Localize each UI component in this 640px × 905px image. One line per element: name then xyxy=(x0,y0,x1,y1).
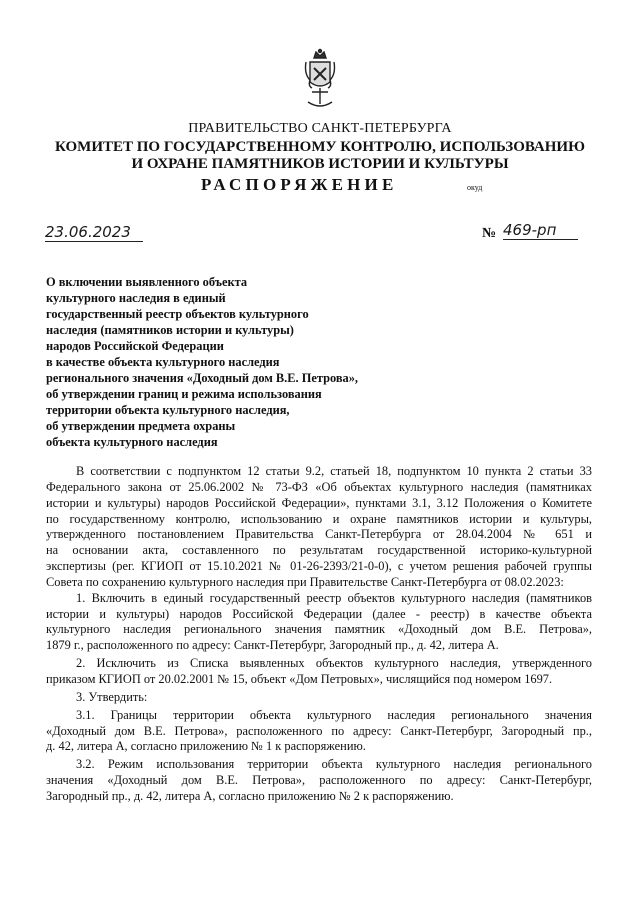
text-line: по государственному контролю, использованию и охране памятников истории и культуры, xyxy=(46,511,592,526)
title-line: об утверждении границ и режима использования xyxy=(46,386,322,401)
item-2-paragraph xyxy=(46,656,592,688)
committee-name-line-2: И ОХРАНЕ ПАМЯТНИКОВ ИСТОРИИ И КУЛЬТУРЫ xyxy=(131,156,509,172)
text-line: утвержденного постановлением Правительства Санкт-Петербурга от 28.04.2004 № 651 и xyxy=(46,527,592,542)
text-line: приказом КГИОП от 20.02.2001 № 15, объект «Дом Петровых», числящийся под номером 1697. xyxy=(46,671,553,686)
document-date: 23.06.2023 xyxy=(45,224,143,242)
title-line: территории объекта культурного наследия, xyxy=(46,402,290,417)
title-line: в качестве объекта культурного наследия xyxy=(46,354,280,369)
text-line: 2. Исключить из Списка выявленных объектов культурного наследия, утвержденного xyxy=(76,656,592,671)
document-type: РАСПОРЯЖЕНИЕ xyxy=(201,175,398,194)
text-line: на основании акта, составленного по результатам государственной историко-культурной xyxy=(46,543,592,558)
text-line: Федерального закона от 25.06.2002 № 73-ФЗ «Об объектах культурного наследия (памятниках xyxy=(46,479,592,494)
document-number: 469-рп xyxy=(503,222,578,240)
title-line: культурного наследия в единый xyxy=(46,290,226,305)
item-3-1-paragraph xyxy=(46,708,592,756)
committee-name-line-1: КОМИТЕТ ПО ГОСУДАРСТВЕННОМУ КОНТРОЛЮ, ИСПОЛЬЗОВАНИЮ xyxy=(55,139,585,155)
government-name: ПРАВИТЕЛЬСТВО САНКТ-ПЕТЕРБУРГА xyxy=(188,121,452,136)
title-line: государственный реестр объектов культурного xyxy=(46,306,309,321)
text-line: 3.2. Режим использования территории объекта культурного наследия регионального xyxy=(76,757,592,772)
title-line: объекта культурного наследия xyxy=(46,434,218,449)
title-line: об утверждении предмета охраны xyxy=(46,418,236,433)
document-title xyxy=(46,275,416,450)
title-line: наследия (памятников истории и культуры) xyxy=(46,322,294,337)
text-line: 1879 г., расположенного по адресу: Санкт-Петербург, Загородный пр., д. 42, литера А. xyxy=(46,638,499,653)
text-line: истории и культуры) народов Российской Федерации», пунктами 3.1, 3.12 Положения о Комитете xyxy=(46,495,592,510)
preamble-paragraph xyxy=(46,464,592,591)
item-3-2-paragraph xyxy=(46,757,592,805)
text-line: «Доходный дом В.Е. Петрова», расположенного по адресу: Санкт-Петербург, Загородный пр., xyxy=(46,723,592,738)
number-label: № xyxy=(482,226,497,241)
text-line: истории и культуры) народов Российской Федерации (далее - реестр) в качестве объекта xyxy=(46,606,592,621)
item-1-paragraph xyxy=(46,591,592,654)
okud-label: окуд xyxy=(467,183,483,192)
text-line: экспертизы (рег. КГИОП от 15.10.2021 № 01-26-2393/21-0-0), с учетом решения рабочей группы xyxy=(46,559,592,574)
document-body xyxy=(46,464,592,805)
text-line: 3.1. Границы территории объекта культурного наследия регионального значения xyxy=(76,707,592,722)
coat-of-arms-icon xyxy=(296,48,344,112)
text-line: В соответствии с подпунктом 12 статьи 9.2, статьей 18, подпунктом 10 пункта 2 статьи 33 xyxy=(76,464,592,478)
item-3-paragraph xyxy=(46,690,592,706)
text-line: значения «Доходный дом В.Е. Петрова», расположенного по адресу: Санкт-Петербург, xyxy=(46,773,592,788)
text-line: д. 42, литера А, согласно приложению № 1 к распоряжению. xyxy=(46,739,366,754)
title-line: регионального значения «Доходный дом В.Е. Петрова», xyxy=(46,370,359,385)
text-line: 3. Утвердить: xyxy=(76,689,148,704)
text-line: 1. Включить в единый государственный реестр объектов культурного наследия (памятников xyxy=(76,590,592,605)
title-line: народов Российской Федерации xyxy=(46,338,224,353)
text-line: Совета по сохранению культурного наследия при Правительстве Санкт-Петербурга от 08.02.2023: xyxy=(46,574,564,589)
text-line: культурного наследия регионального значения памятник «Доходный дом В.Е. Петрова», xyxy=(46,622,592,637)
title-line: О включении выявленного объекта xyxy=(46,275,248,289)
text-line: Загородный пр., д. 42, литера А, согласно приложению № 2 к распоряжению. xyxy=(46,788,454,803)
